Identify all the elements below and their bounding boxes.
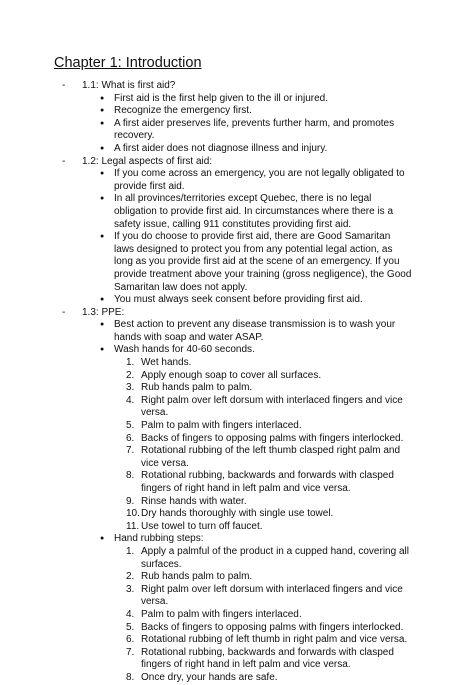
bullet-item — [0, 105, 474, 118]
step-number: 9. — [126, 495, 135, 507]
bullet-text: If you do choose to provide first aid, there are Good Samaritan laws designed to protect you from any potential legal action, as long as you provide first aid at the scene of an emergency. If you provide treatment above your training (gross negligence), the Good Samaritan law does not apply. — [114, 231, 412, 293]
bullet-icon: ● — [100, 195, 105, 203]
bullet-icon: ● — [100, 170, 105, 178]
numbered-step — [0, 433, 474, 446]
step-number: 7. — [126, 646, 135, 658]
step-number: 4. — [126, 394, 135, 406]
numbered-step — [0, 395, 474, 420]
bullet-text: A first aider does not diagnose illness and injury. — [114, 142, 328, 154]
step-text: Backs of fingers to opposing palms with fingers interlocked. — [141, 621, 404, 633]
bullet-list — [0, 319, 474, 684]
step-text: Rub hands palm to palm. — [141, 571, 253, 583]
step-number: 8. — [126, 671, 135, 683]
step-text: Right palm over left dorsum with interlaced fingers and vice versa. — [141, 583, 403, 608]
step-number: 5. — [126, 621, 135, 633]
step-number: 2. — [126, 571, 135, 583]
bullet-icon: ● — [100, 535, 105, 543]
step-text: Rotational rubbing, backwards and forwards with clasped fingers of right hand in left palm and vice versa. — [141, 646, 394, 671]
bullet-text: First aid is the first help given to the ill or injured. — [114, 92, 328, 104]
bullet-icon: ● — [100, 119, 105, 127]
bullet-list — [0, 168, 474, 307]
section-heading-text: 1.2: Legal aspects of first aid: — [82, 155, 213, 167]
numbered-step — [0, 609, 474, 622]
section-heading-text: 1.3: PPE: — [82, 306, 125, 318]
bullet-item — [0, 294, 474, 307]
numbered-step — [0, 445, 474, 470]
step-text: Apply a palmful of the product in a cupped hand, covering all surfaces. — [141, 545, 409, 570]
numbered-step — [0, 382, 474, 395]
step-text: Rub hands palm to palm. — [141, 382, 253, 394]
bullet-list — [0, 93, 474, 156]
bullet-text: Wash hands for 40-60 seconds. — [114, 344, 255, 356]
numbered-step — [0, 546, 474, 571]
bullet-text: A first aider preserves life, prevents further harm, and promotes recovery. — [114, 117, 395, 142]
step-number: 6. — [126, 634, 135, 646]
numbered-step — [0, 571, 474, 584]
step-number: 5. — [126, 420, 135, 432]
numbered-step — [0, 622, 474, 635]
section-heading — [0, 156, 474, 169]
step-number: 3. — [126, 583, 135, 595]
bullet-icon: ● — [100, 107, 105, 115]
step-text: Apply enough soap to cover all surfaces. — [141, 369, 322, 381]
bullet-icon: ● — [100, 144, 105, 152]
bullet-text: Hand rubbing steps: — [114, 533, 204, 545]
step-text: Rotational rubbing of the left thumb clasped right palm and vice versa. — [141, 445, 401, 469]
step-number: 1. — [126, 545, 135, 557]
numbered-step — [0, 521, 474, 534]
bullet-icon: ● — [100, 346, 105, 354]
numbered-step — [0, 357, 474, 370]
bullet-item — [0, 93, 474, 106]
bullet-item — [0, 193, 474, 231]
numbered-step — [0, 584, 474, 609]
step-text: Dry hands thoroughly with single use towel. — [141, 508, 334, 520]
step-number: 11. — [126, 520, 140, 532]
section-heading — [0, 80, 474, 93]
step-number: 6. — [126, 432, 135, 444]
bullet-item — [0, 168, 474, 193]
step-text: Use towel to turn off faucet. — [141, 520, 263, 532]
step-text: Rinse hands with water. — [141, 495, 247, 507]
step-text: Backs of fingers to opposing palms with fingers interlocked. — [141, 432, 404, 444]
numbered-step — [0, 470, 474, 495]
bullet-item — [0, 319, 474, 344]
bullet-item — [0, 143, 474, 156]
bullet-text: Recognize the emergency first. — [114, 105, 252, 117]
step-number: 8. — [126, 470, 135, 482]
numbered-step — [0, 647, 474, 672]
dash-marker-icon: - — [62, 80, 66, 91]
step-text: Once dry, your hands are safe. — [141, 671, 278, 683]
numbered-step — [0, 508, 474, 521]
numbered-step — [0, 672, 474, 685]
section-heading-text: 1.1: What is first aid? — [82, 80, 176, 91]
page-title: Chapter 1: Introduction — [54, 55, 202, 71]
step-text: Right palm over left dorsum with interlaced fingers and vice versa. — [141, 394, 403, 419]
step-number: 7. — [126, 445, 135, 457]
step-text: Palm to palm with fingers interlaced. — [141, 608, 302, 620]
bullet-text: In all provinces/territories except Quebec, there is no legal obligation to provide first aid. In circumstances where there is a safety issue, calling 911 constitutes providing first aid. — [114, 193, 394, 230]
numbered-step — [0, 370, 474, 383]
step-number: 4. — [126, 608, 135, 620]
step-text: Wet hands. — [141, 357, 192, 369]
step-number: 2. — [126, 369, 135, 381]
section-heading — [0, 307, 474, 320]
bullet-item — [0, 231, 474, 294]
bullet-item — [0, 118, 474, 143]
bullet-icon: ● — [100, 233, 105, 241]
bullet-icon: ● — [100, 321, 105, 329]
step-text: Palm to palm with fingers interlaced. — [141, 420, 302, 432]
bullet-item — [0, 533, 474, 546]
step-text: Rotational rubbing of left thumb in right palm and vice versa. — [141, 634, 408, 646]
numbered-step — [0, 634, 474, 647]
step-number: 3. — [126, 382, 135, 394]
document-body — [0, 80, 474, 685]
step-number: 1. — [126, 357, 135, 369]
step-number: 10. — [126, 508, 140, 520]
numbered-step — [0, 420, 474, 433]
bullet-item — [0, 344, 474, 357]
bullet-icon: ● — [100, 94, 105, 102]
numbered-step — [0, 496, 474, 509]
step-text: Rotational rubbing, backwards and forwards with clasped fingers of right hand in left palm and vice versa. — [141, 470, 394, 494]
bullet-text: If you come across an emergency, you are not legally obligated to provide first aid. — [114, 168, 405, 192]
bullet-text: You must always seek consent before providing first aid. — [114, 294, 363, 306]
bullet-icon: ● — [100, 296, 105, 304]
dash-marker-icon: - — [62, 306, 66, 318]
bullet-text: Best action to prevent any disease transmission is to wash your hands with soap and water ASAP. — [114, 319, 396, 343]
dash-marker-icon: - — [62, 155, 66, 167]
